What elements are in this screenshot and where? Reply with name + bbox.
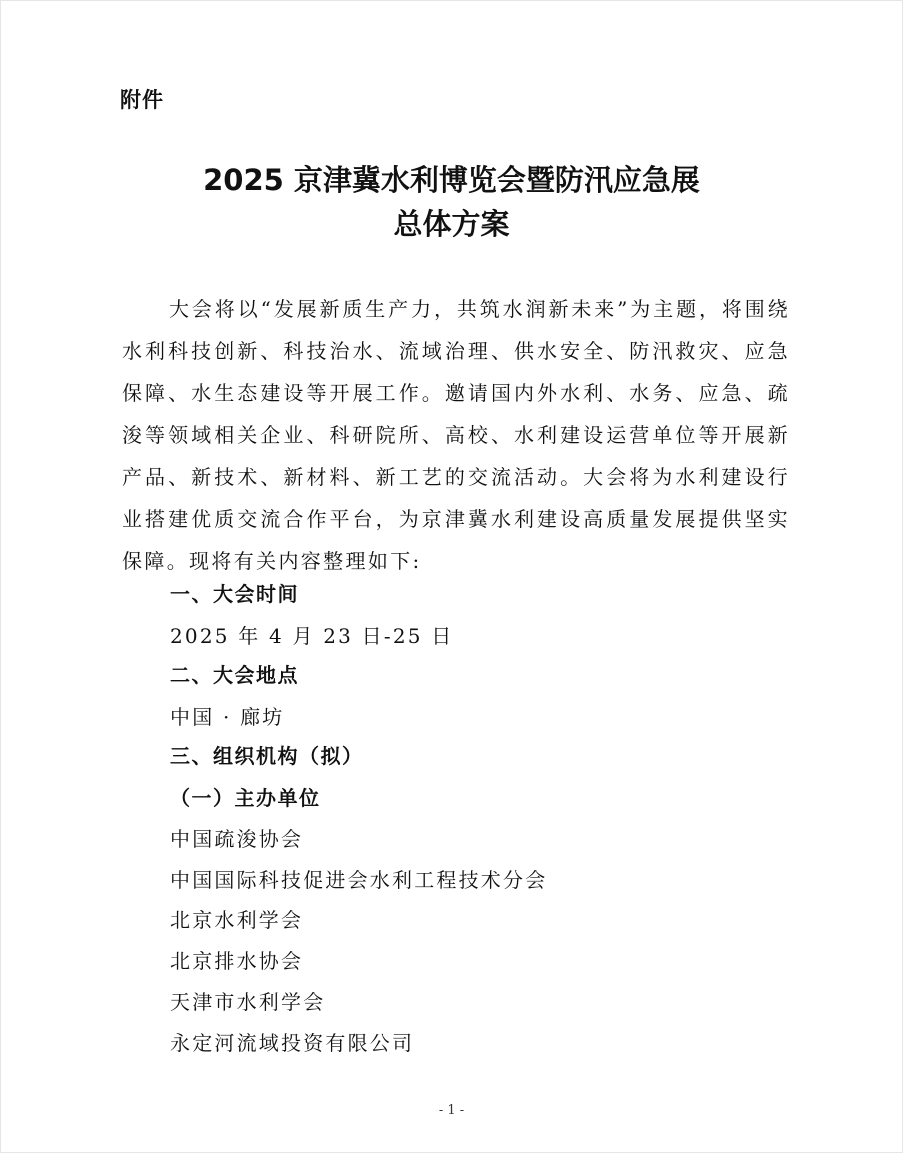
event-location: 中国 · 廊坊 [170, 705, 285, 729]
event-dates: 2025 年 4 月 23 日-25 日 [170, 624, 454, 648]
section-heading-organization: 三、组织机构（拟） [170, 744, 364, 768]
page-number: - 1 - [438, 1103, 465, 1118]
section-heading-time: 一、大会时间 [170, 582, 299, 606]
host-item: 北京排水协会 [170, 949, 304, 973]
subheading-hosts: （一）主办单位 [170, 786, 321, 810]
section-heading-location: 二、大会地点 [170, 663, 299, 687]
host-item: 永定河流域投资有限公司 [170, 1031, 415, 1055]
document-title-line-2: 总体方案 [393, 207, 510, 241]
intro-paragraph: 大会将以“发展新质生产力，共筑水润新未来”为主题，将围绕水利科技创新、科技治水、流域治理、供水安全、防汛救灾、应急保障、水生态建设等开展工作。邀请国内外水利、水务、应急、疏浚等领域相关企业、科研院所、高校、水利建设运营单位等开展新产品、新技术、新材料、新工艺的交流活动。大会将为水利建设行业搭建优质交流合作平台，为京津冀水利建设高质量发展提供坚实保障。现将有关内容整理如下: [122, 297, 790, 573]
host-item: 北京水利学会 [170, 908, 304, 932]
host-item: 中国国际科技促进会水利工程技术分会 [170, 868, 548, 892]
host-item: 中国疏浚协会 [170, 827, 304, 851]
document-title-line-1: 2025 京津冀水利博览会暨防汛应急展 [203, 163, 700, 197]
attachment-label: 附件 [120, 88, 164, 112]
host-item: 天津市水利学会 [170, 990, 326, 1014]
